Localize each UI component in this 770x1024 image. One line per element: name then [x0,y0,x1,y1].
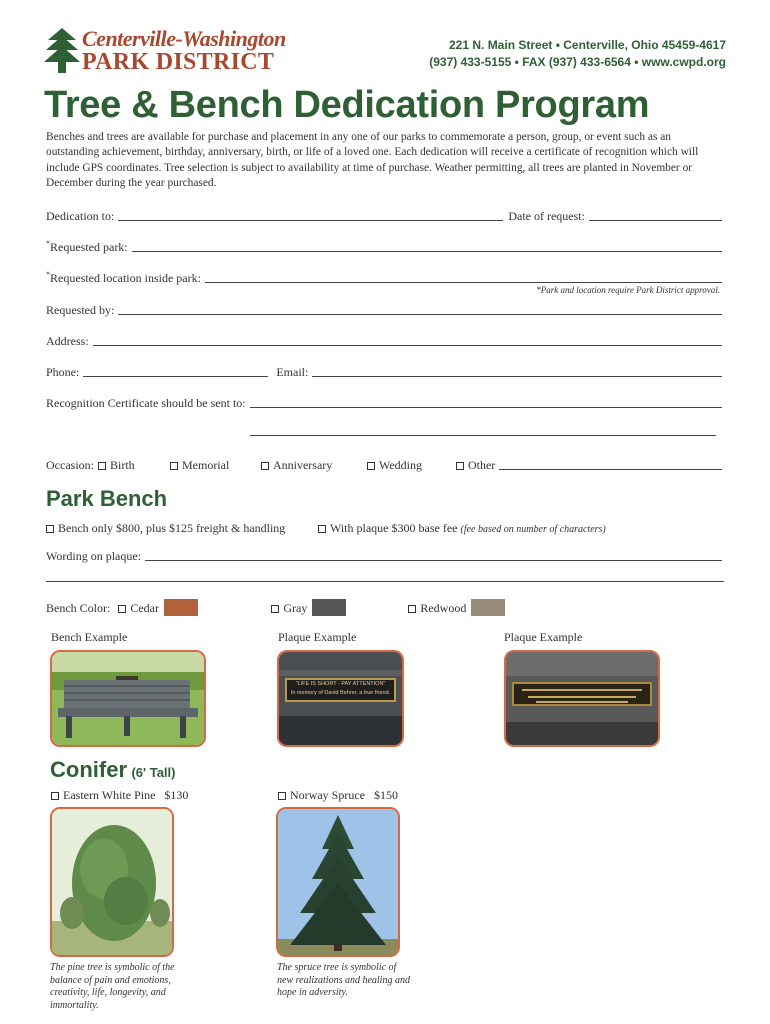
bench-options-row [46,518,722,536]
gray-swatch [312,599,346,616]
bench-only-option[interactable]: Bench only $800, plus $125 freight & handling [46,521,318,536]
with-plaque-checkbox[interactable] [318,525,326,533]
address-label: Address: [46,334,89,348]
email-label: Email: [276,365,309,379]
conifer-heading: Conifer (6' Tall) [50,757,176,782]
requested-location-label: *Requested location inside park: [46,270,201,285]
wording-row [46,546,722,564]
occasion-other[interactable]: Other [456,458,495,473]
bench-color-label: Bench Color: [46,601,111,615]
date-of-request-field[interactable] [589,220,722,221]
wedding-checkbox[interactable] [367,462,375,470]
white-pine-photo [50,807,174,957]
occasion-wedding[interactable]: Wedding [367,458,456,473]
occasion-label: Occasion: [46,458,94,472]
norway-spruce-price: $150 [373,788,398,802]
bench-color-row [46,598,722,616]
plaque1-line2: In memory of David Behrer, a true friend. [290,690,391,696]
phone-field[interactable] [83,376,268,377]
white-pine-price: $130 [164,788,189,802]
birth-checkbox[interactable] [98,462,106,470]
white-pine-checkbox[interactable] [51,792,59,800]
plaque-example-label-2: Plaque Example [504,630,583,644]
norway-spruce-caption: The spruce tree is symbolic of new realizations and healing and hope in adversity. [277,962,410,998]
bench-only-checkbox[interactable] [46,525,54,533]
memorial-checkbox[interactable] [170,462,178,470]
certificate-label: Recognition Certificate should be sent to: [46,396,246,410]
occasion-birth[interactable]: Birth [98,458,170,473]
requested-by-label: Requested by: [46,303,115,317]
plaque1-line1: "LIFE IS SHORT - PAY ATTENTION" [295,681,386,687]
date-of-request-label: Date of request: [508,209,585,223]
bench-example-photo [50,650,206,747]
phone-label: Phone: [46,365,80,379]
redwood-swatch [471,599,505,616]
plaque-example-photo-2 [504,650,660,747]
norway-spruce-checkbox[interactable] [278,792,286,800]
gray-checkbox[interactable] [271,605,279,613]
contact-address: 221 N. Main Street • Centerville, Ohio 45459-4617 [449,38,726,52]
requested-location-field[interactable] [205,282,722,283]
logo-text-line2: PARK DISTRICT [82,49,275,75]
requested-park-row [46,237,722,255]
occasion-anniversary[interactable]: Anniversary [261,458,367,473]
cedar-checkbox[interactable] [118,605,126,613]
plaque-example-photo-1 [277,650,404,747]
bench-example-label: Bench Example [51,630,128,644]
white-pine-option[interactable]: Eastern White Pine $130 [51,788,188,803]
park-district-logo [44,26,304,78]
plaque-example-label-1: Plaque Example [278,630,357,644]
dedication-to-label: Dedication to: [46,209,115,223]
requested-by-field[interactable] [118,314,722,315]
dedication-row [46,206,722,224]
logo-text-line1: Centerville-Washington [82,26,286,51]
color-redwood-option[interactable]: Redwood [408,599,505,616]
certificate-field[interactable] [250,407,722,408]
occasion-row [46,455,722,473]
norway-spruce-option[interactable]: Norway Spruce $150 [278,788,398,803]
requested-location-row [46,268,722,286]
other-checkbox[interactable] [456,462,464,470]
certificate-row [46,393,722,411]
park-bench-heading: Park Bench [46,486,168,511]
anniversary-checkbox[interactable] [261,462,269,470]
wording-field[interactable] [145,560,722,561]
intro-paragraph: Benches and trees are available for purchase and placement in any one of our parks to commemorate a person, group, or event such as an outstanding achievement, birthday, anniversary, birth, or life of a loved one. Each dedication will receive a certificate of recognition which will include GPS coordinates. Tree selection is subject to availability at time of purchase. Weather permitting, all trees are planted in November or December during the year purchased. [46,131,699,189]
color-gray-option[interactable]: Gray [271,599,408,616]
dedication-to-field[interactable] [118,220,503,221]
white-pine-caption: The pine tree is symbolic of the balance of pain and emotions, creativity, life, longevity, and immortality. [50,962,175,1011]
color-cedar-option[interactable]: Cedar [114,599,271,616]
conifer-subheading: (6' Tall) [131,765,176,780]
address-field[interactable] [93,345,722,346]
occasion-memorial[interactable]: Memorial [170,458,261,473]
approval-note: *Park and location require Park District approval. [536,285,720,295]
redwood-checkbox[interactable] [408,605,416,613]
wording-field-line2[interactable] [46,581,724,582]
address-row [46,331,722,349]
other-field[interactable] [499,469,722,470]
with-plaque-option[interactable]: With plaque $300 base fee (fee based on number of characters) [318,521,606,536]
wording-label: Wording on plaque: [46,549,142,563]
phone-email-row [46,362,722,380]
requested-park-label: *Requested park: [46,239,128,254]
tree-logo-icon [44,26,80,74]
cedar-swatch [164,599,198,616]
requested-by-row [46,300,722,318]
certificate-field-line2[interactable] [250,435,716,436]
norway-spruce-photo [276,807,400,957]
requested-park-field[interactable] [132,251,722,252]
page-title: Tree & Bench Dedication Program [44,84,650,126]
contact-phones: (937) 433-5155 • FAX (937) 433-6564 • www.cwpd.org [429,55,726,69]
email-field[interactable] [312,376,722,377]
